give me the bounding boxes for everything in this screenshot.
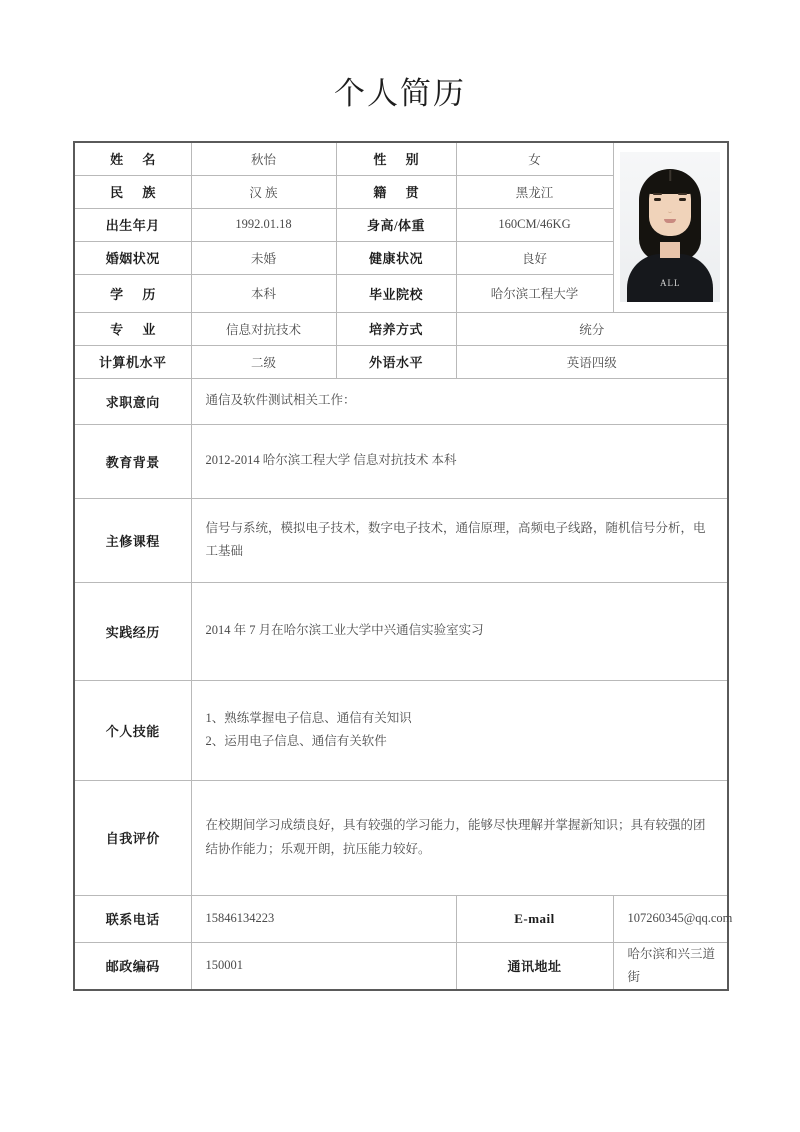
section-value-job-objective: 通信及软件测试相关工作：: [191, 378, 728, 424]
field-label-health: 健康状况: [336, 241, 456, 274]
table-row: [74, 345, 728, 378]
applicant-photo: [613, 142, 728, 312]
field-value-phone: 15846134223: [191, 895, 456, 942]
photo-hair-part: [670, 170, 672, 181]
photo-shirt-text: ALL: [660, 278, 681, 289]
field-value-gender: 女: [456, 142, 613, 175]
field-value-birthdate: 1992.01.18: [191, 208, 336, 241]
field-value-computer-level: 二级: [191, 345, 336, 378]
photo-brow-right: [678, 193, 687, 195]
field-label-postcode: 邮政编码: [74, 942, 191, 990]
table-row: [74, 582, 728, 680]
field-label-language-level: 外语水平: [336, 345, 456, 378]
field-value-training-type: 统分: [456, 312, 728, 345]
field-label-gender: 性 别: [336, 142, 456, 175]
field-value-language-level: 英语四级: [456, 345, 728, 378]
table-row: [74, 680, 728, 780]
field-label-marital-status: 婚姻状况: [74, 241, 191, 274]
photo-nose: [668, 205, 672, 213]
table-row: [74, 142, 728, 175]
section-label-skills: 个人技能: [74, 680, 191, 780]
field-value-address: 哈尔滨和兴三道街: [613, 942, 728, 990]
field-value-degree: 本科: [191, 274, 336, 312]
resume-table: [73, 141, 733, 991]
field-value-marital-status: 未婚: [191, 241, 336, 274]
table-row: [74, 895, 728, 942]
field-label-school: 毕业院校: [336, 274, 456, 312]
field-label-address: 通讯地址: [456, 942, 613, 990]
photo-neck: [660, 242, 680, 258]
section-label-job-objective: 求职意向: [74, 378, 191, 424]
field-label-height-weight: 身高/体重: [336, 208, 456, 241]
section-label-education: 教育背景: [74, 424, 191, 498]
photo-eye-left: [654, 198, 661, 201]
section-value-education: 2012-2014 哈尔滨工程大学 信息对抗技术 本科: [191, 424, 728, 498]
table-row: [74, 378, 728, 424]
photo-mouth: [664, 219, 676, 223]
field-label-birthdate: 出生年月: [74, 208, 191, 241]
field-label-hometown: 籍 贯: [336, 175, 456, 208]
field-value-health: 良好: [456, 241, 613, 274]
skills-line-1: 1、熟练掌握电子信息、通信有关知识: [205, 710, 412, 725]
field-label-phone: 联系电话: [74, 895, 191, 942]
photo-brow-left: [653, 193, 662, 195]
field-value-height-weight: 160CM/46KG: [456, 208, 613, 241]
field-label-degree: 学 历: [74, 274, 191, 312]
page-title: 个人简历: [334, 76, 466, 111]
table-row: [74, 312, 728, 345]
section-label-practice: 实践经历: [74, 582, 191, 680]
section-value-practice: 2014 年 7 月在哈尔滨工业大学中兴通信实验室实习: [191, 582, 728, 680]
field-value-hometown: 黑龙江: [456, 175, 613, 208]
field-label-ethnicity: 民 族: [74, 175, 191, 208]
field-label-training-type: 培养方式: [336, 312, 456, 345]
skills-line-2: 2、运用电子信息、通信有关软件: [205, 734, 387, 748]
photo-frame: [620, 152, 720, 302]
field-label-computer-level: 计算机水平: [74, 345, 191, 378]
field-value-ethnicity: 汉 族: [191, 175, 336, 208]
section-value-self-evaluation: 在校期间学习成绩良好，具有较强的学习能力，能够尽快理解并掌握新知识；具有较强的团结协作能力；乐观开朗，抗压能力较好。: [191, 780, 728, 895]
section-label-self-evaluation: 自我评价: [74, 780, 191, 895]
field-label-email: E-mail: [456, 895, 613, 942]
field-value-email: 107260345@qq.com: [613, 895, 728, 942]
section-label-courses: 主修课程: [74, 498, 191, 582]
field-value-postcode: 150001: [191, 942, 456, 990]
table-row: [74, 780, 728, 895]
photo-eye-right: [679, 198, 686, 201]
table-row: [74, 424, 728, 498]
field-label-major: 专 业: [74, 312, 191, 345]
table-row: [74, 942, 728, 990]
section-value-courses: 信号与系统，模拟电子技术，数字电子技术，通信原理，高频电子线路，随机信号分析，电工基础: [191, 498, 728, 582]
field-value-major: 信息对抗技术: [191, 312, 336, 345]
table-row: [74, 498, 728, 582]
field-value-school: 哈尔滨工程大学: [456, 274, 613, 312]
section-value-skills: [191, 680, 728, 780]
field-value-name: 秋怡: [191, 142, 336, 175]
field-label-name: 姓 名: [74, 142, 191, 175]
